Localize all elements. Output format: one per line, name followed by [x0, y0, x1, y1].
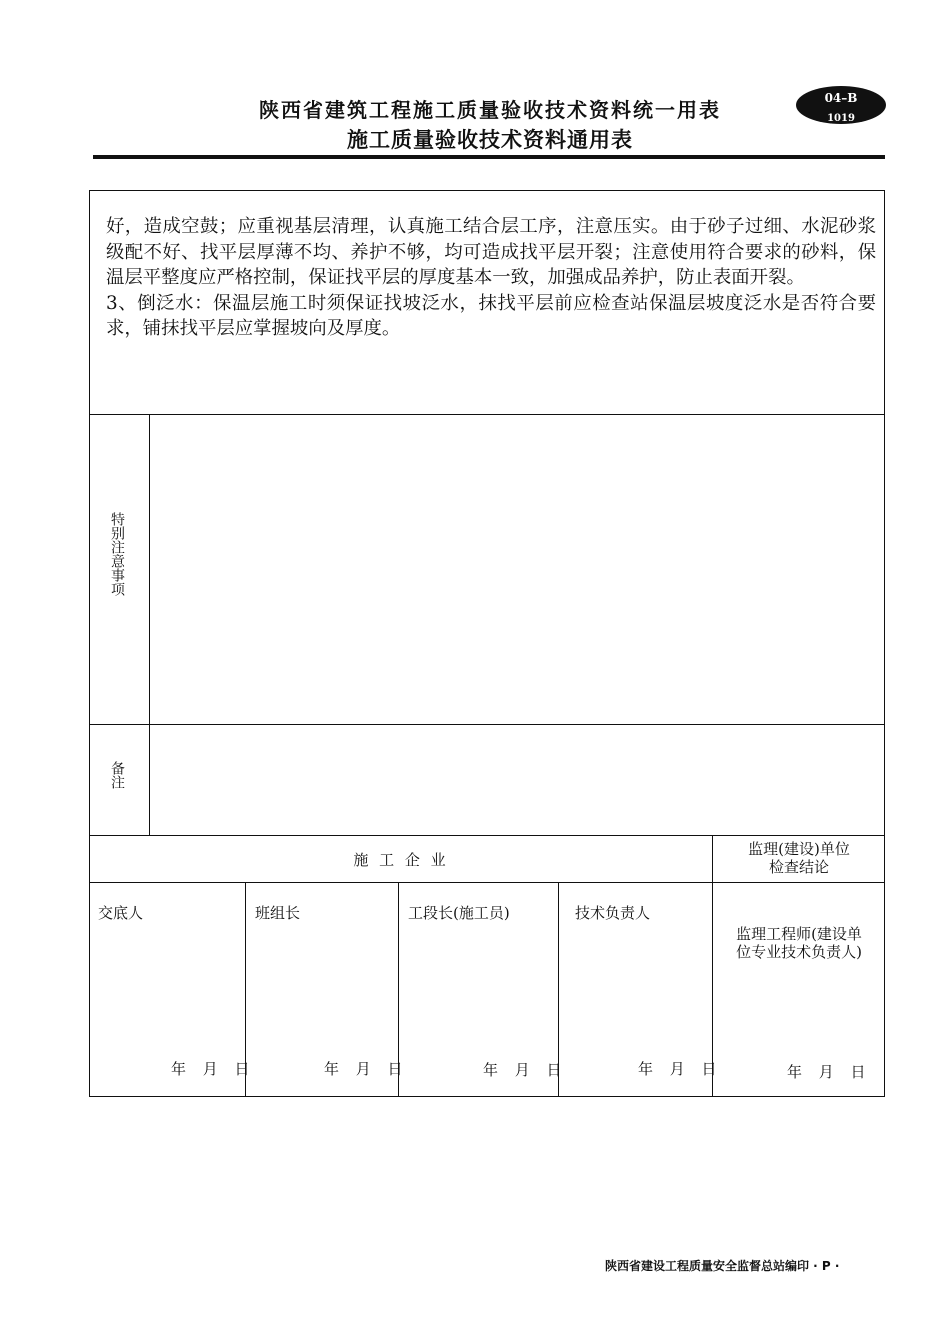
date-section-chief: 年 月 日: [483, 1061, 568, 1079]
supervisor-header-line1: 监理(建设)单位: [748, 840, 850, 858]
divider-signoff-header: [90, 882, 884, 883]
role-disclosing-person: 交底人: [98, 904, 144, 922]
form-code-badge: [796, 86, 886, 124]
form-code: 04–B: [824, 91, 858, 105]
disclosure-paragraph: 3、倒泛水：保温层施工时须保证找坡泛水，抹找平层前应检查站保温层坡度泛水是否符合要求，铺抹找平层应掌握坡向及厚度。: [106, 292, 876, 339]
disclosure-paragraph: 好，造成空鼓；应重视基层清理，认真施工结合层工序，注意压实。由于砂子过细、水泥砂浆级配不好、找平层厚薄不均、养护不够，均可造成找平层开裂；注意使用符合要求的砂料，保温层平整度应严格控制，保证找平层的厚度基本一致，加强成品养护，防止表面开裂。: [106, 216, 876, 288]
supervisor-header-line2: 检查结论: [768, 858, 829, 876]
divider-intro-bottom: [90, 414, 884, 415]
date-supervising-engineer: 年 月 日: [787, 1063, 872, 1081]
form-title: 施工质量验收技术资料通用表: [347, 128, 633, 152]
role-supervising-engineer: [713, 925, 885, 961]
role-technical-lead: 技术负责人: [575, 904, 651, 922]
date-disclosing-person: 年 月 日: [171, 1060, 256, 1078]
role-team-leader: 班组长: [255, 904, 301, 922]
construction-company-header: 施 工 企 业: [353, 851, 449, 869]
remarks-label: 备注: [109, 761, 125, 789]
form-number: 1019: [827, 113, 855, 124]
supervisor-role-line1: 监理工程师(建设单: [736, 925, 862, 943]
supervisor-header: [713, 840, 885, 876]
special-notes-label: 特别注意事项: [109, 512, 125, 596]
header-rule: [93, 155, 885, 159]
date-technical-lead: 年 月 日: [638, 1060, 723, 1078]
disclosure-content: [106, 214, 876, 342]
divider-remarks-bottom: [90, 835, 884, 836]
divider-notes-bottom: [90, 724, 884, 725]
role-section-chief: 工段长(施工员): [408, 904, 510, 922]
date-team-leader: 年 月 日: [324, 1060, 409, 1078]
divider-label-column: [149, 414, 150, 835]
supervisor-role-line2: 位专业技术负责人): [736, 943, 862, 961]
form-series-title: 陕西省建筑工程施工质量验收技术资料统一用表: [259, 98, 721, 122]
publisher-footer: 陕西省建设工程质量安全监督总站编印 · P ·: [605, 1259, 840, 1273]
